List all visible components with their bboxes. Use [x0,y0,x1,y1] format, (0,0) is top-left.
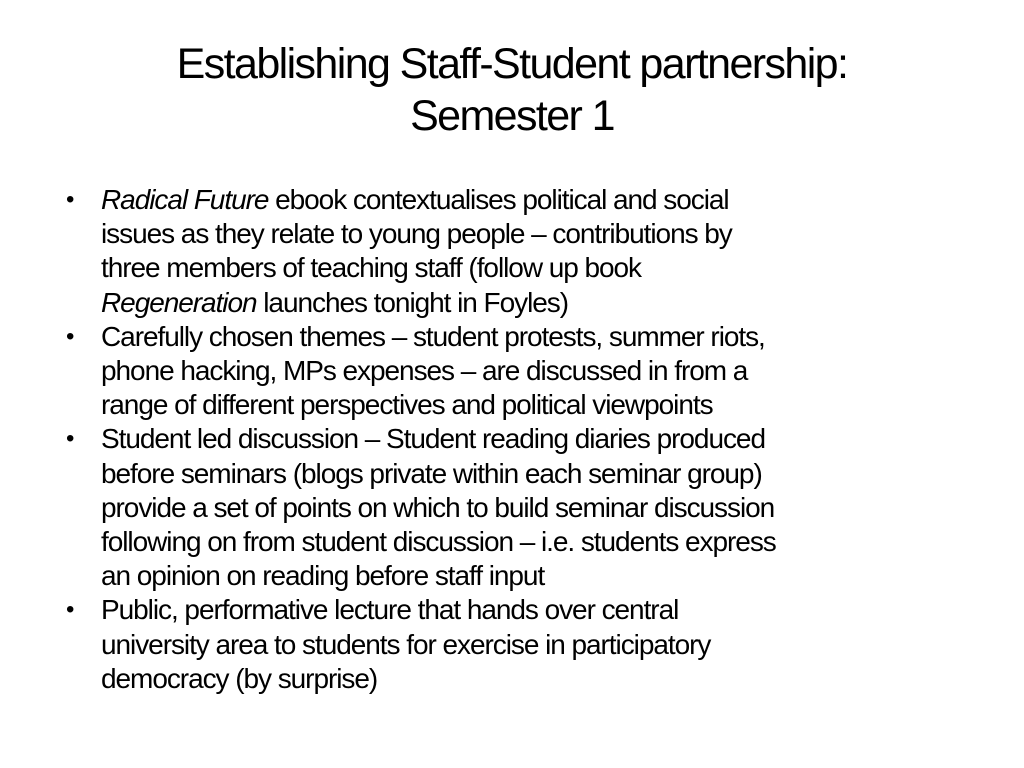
bullet-icon: • [66,596,74,624]
bullet-line: issues as they relate to young people – contributions by [101,218,732,250]
bullet-line: university area to students for exercise in participatory [101,628,711,660]
bullet-item [62,320,982,423]
bullet-line: phone hacking, MPs expenses – are discussed in from a [101,355,748,387]
slide-title [40,38,984,142]
book-title-italic: Regeneration [101,286,257,318]
title-line: Semester 1 [410,92,614,140]
bullet-line: Public, performative lecture that hands over central [101,594,679,626]
bullet-line: three members of teaching staff (follow up book [101,252,642,284]
bullet-line [101,183,982,217]
bullet-line [101,286,982,320]
bullet-text: ebook contextualises political and social [268,184,729,215]
bullet-line: following on from student discussion – i.e. students express [101,526,776,558]
bullet-line: an opinion on reading before staff input [101,560,545,592]
bullet-line: Carefully chosen themes – student protests, summer riots, [101,320,765,352]
bullet-line: Student led discussion – Student reading diaries produced [101,423,765,455]
book-title-italic: Radical Future [101,184,269,215]
bullet-item [62,422,982,593]
bullet-line: provide a set of points on which to build seminar discussion [101,491,775,523]
title-line: Establishing Staff-Student partnership: [176,40,848,88]
bullet-icon: • [66,425,74,453]
bullet-list [62,183,982,696]
bullet-icon: • [66,322,74,350]
bullet-line: before seminars (blogs private within each seminar group) [101,457,762,489]
bullet-line: range of different perspectives and political viewpoints [101,389,713,421]
bullet-line: democracy (by surprise) [101,662,378,694]
bullet-icon: • [66,186,74,213]
bullet-item [62,593,982,696]
bullet-item [62,183,982,320]
bullet-text: launches tonight in Foyles) [256,286,568,318]
